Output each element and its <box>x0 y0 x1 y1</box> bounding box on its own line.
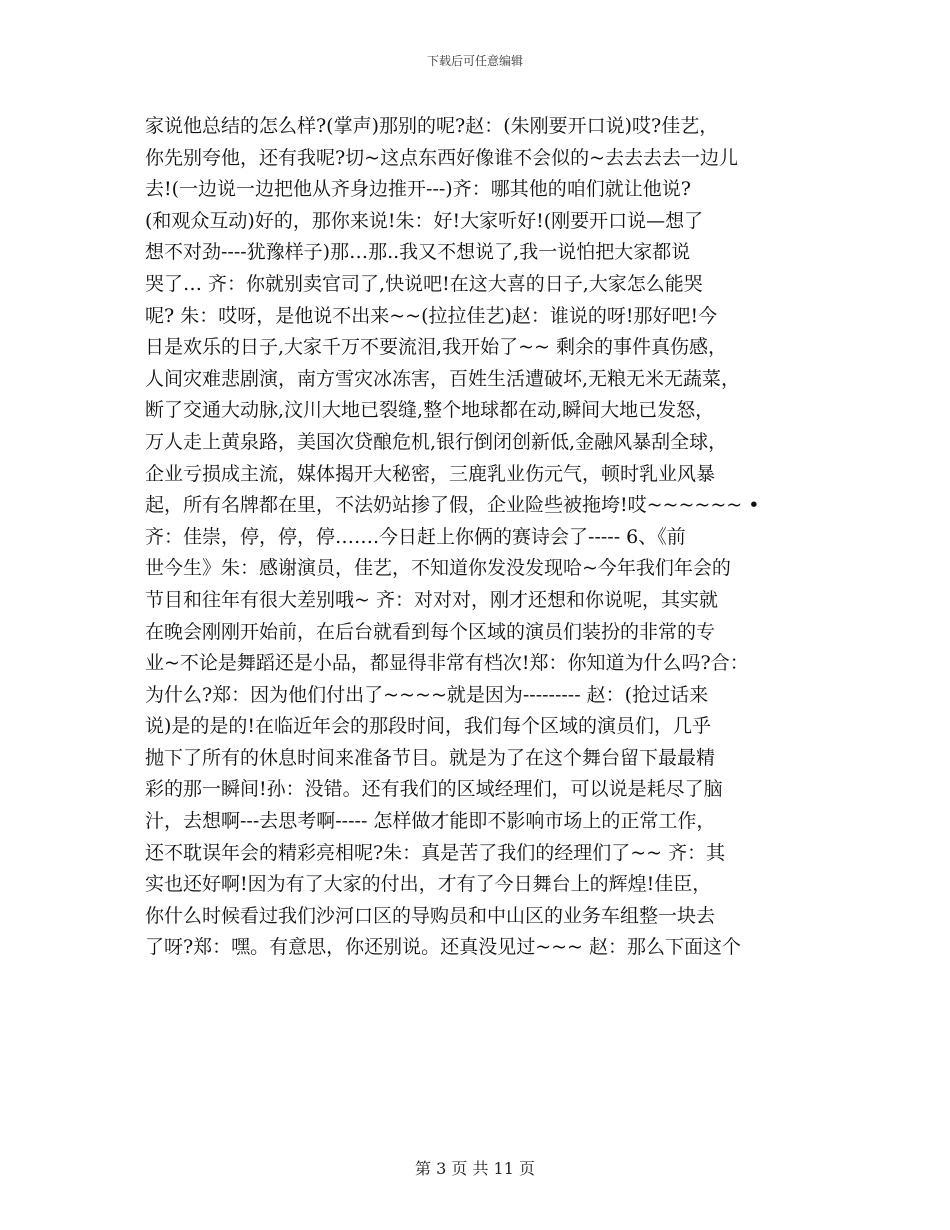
text-line: 汁，去想啊---去思考啊----- 怎样做才能即不影响市场上的正常工作， <box>145 810 716 833</box>
text-line: 万人走上黄泉路，美国次贷酿危机,银行倒闭创新低,金融风暴刮全球， <box>145 430 728 453</box>
text-line: 企业亏损成主流，媒体揭开大秘密，三鹿乳业伤元气，顿时乳业风暴 <box>145 462 716 485</box>
text-line: 断了交通大动脉,汶川大地已裂缝,整个地球都在动,瞬间大地已发怒， <box>145 399 715 422</box>
page-footer: 第 3 页 共 11 页 <box>415 1159 535 1178</box>
text-line: 家说他总结的怎么样?(掌声)那别的呢?赵：(朱刚要开口说)哎?佳艺， <box>145 115 719 137</box>
text-line: 哭了… 齐：你就别卖官司了,快说吧!在这大喜的日子,大家怎么能哭 <box>145 272 703 295</box>
text-line: 去!(一边说一边把他从齐身边推开---)齐：哪其他的咱们就让他说? <box>145 178 691 201</box>
text-line: 抛下了所有的休息时间来准备节目。就是为了在这个舞台留下最最精 <box>145 746 716 769</box>
text-line: 你先别夸他，还有我呢?切~这点东西好像谁不会似的~去去去去一边儿 <box>145 146 739 169</box>
text-line: 彩的那一瞬间!孙：没错。还有我们的区域经理们，可以说是耗尽了脑 <box>145 778 723 801</box>
page-header: 下载后可任意编辑 <box>426 54 523 68</box>
text-line: (和观众互动)好的，那你来说!朱：好!大家听好!(刚要开口说—想了 <box>145 209 704 232</box>
text-line: 日是欢乐的日子,大家千万不要流泪,我开始了~~ 剩余的事件真伤感， <box>145 336 727 359</box>
text-line: 了呀?郑：嘿。有意思，你还别说。还真没见过~~~ 赵：那么下面这个 <box>145 936 741 959</box>
text-line: 为什么?郑：因为他们付出了~~~~就是因为--------- 赵：(抢过话来 <box>145 683 709 706</box>
text-line: 节目和往年有很大差别哦~ 齐：对对对，刚才还想和你说呢，其实就 <box>145 588 718 611</box>
text-line: 想不对劲----犹豫样子)那…那..我又不想说了,我一说怕把大家都说 <box>145 241 691 264</box>
text-line: 说)是的是的!在临近年会的那段时间，我们每个区域的演员们，几乎 <box>145 715 712 738</box>
text-line: 还不耽误年会的精彩亮相呢?朱：真是苦了我们的经理们了~~ 齐：其 <box>145 841 726 864</box>
text-line: 起，所有名牌都在里，不法奶站掺了假，企业险些被拖垮!哎~~~~~~ • <box>145 494 760 517</box>
document-body <box>145 111 815 964</box>
text-line: 齐：佳崇，停，停，停…….今日赶上你俩的赛诗会了----- 6、《前 <box>145 525 686 548</box>
text-line: 业~不论是舞蹈还是小品，都显得非常有档次!郑：你知道为什么吗?合： <box>145 652 749 675</box>
text-line: 世今生》朱：感谢演员，佳艺，不知道你发没发现哈~今年我们年会的 <box>145 557 731 580</box>
text-line: 你什么时候看过我们沙河口区的导购员和中山区的业务车组整一块去 <box>145 904 716 927</box>
text-line: 在晚会刚刚开始前，在后台就看到每个区域的演员们装扮的非常的专 <box>145 620 716 643</box>
text-line: 实也还好啊!因为有了大家的付出，才有了今日舞台上的辉煌!佳臣， <box>145 873 712 896</box>
text-line: 呢? 朱：哎呀，是他说不出来~~(拉拉佳艺)赵：谁说的呀!那好吧!今 <box>145 304 718 327</box>
text-line: 人间灾难悲剧演，南方雪灾冰冻害，百姓生活遭破坏,无粮无米无蔬菜， <box>145 367 741 390</box>
